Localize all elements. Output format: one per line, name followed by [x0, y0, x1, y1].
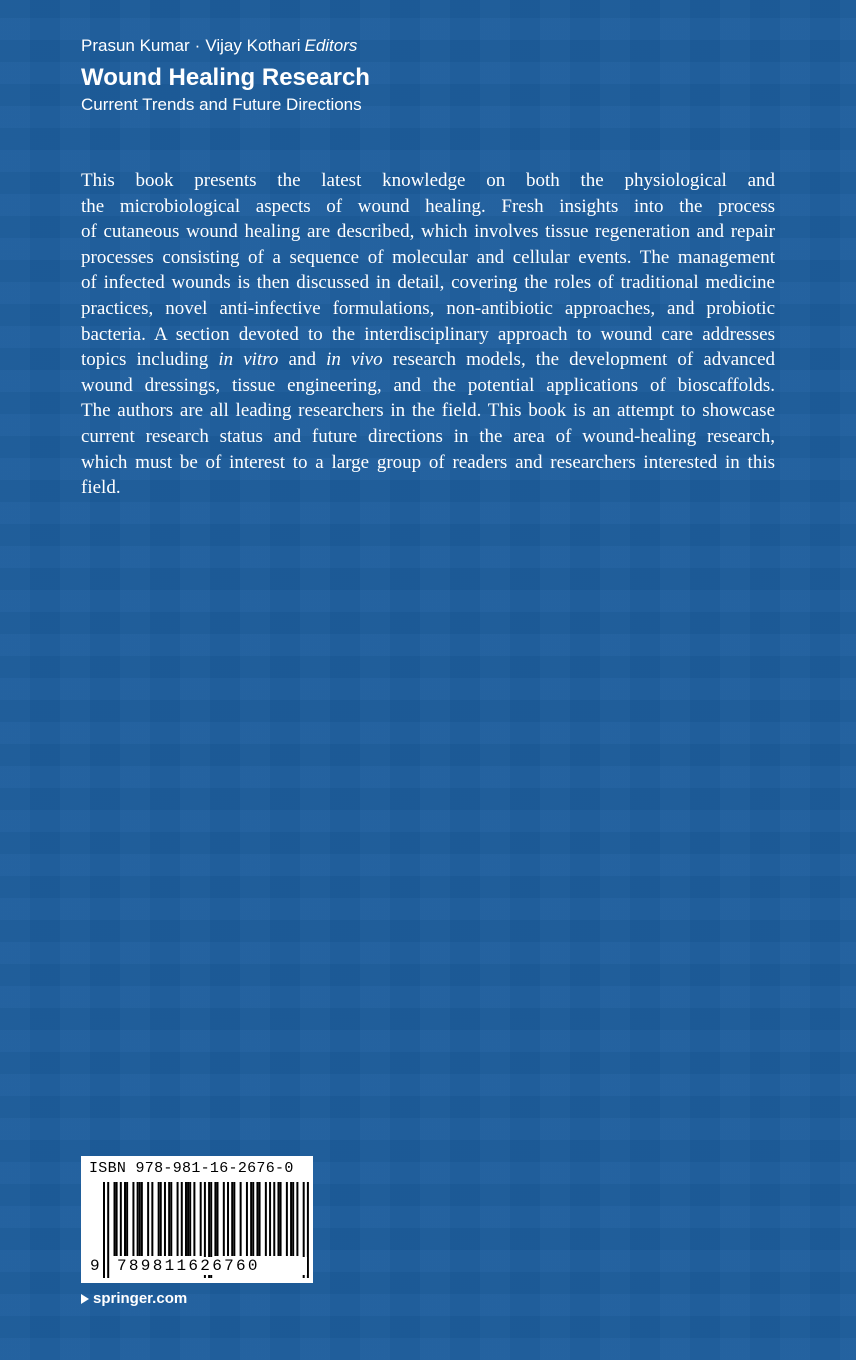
barcode-bar [265, 1182, 267, 1256]
barcode-bar [120, 1182, 122, 1256]
isbn-barcode [81, 1156, 313, 1283]
barcode-bar [107, 1182, 109, 1278]
description-line: the microbiological aspects of wound healing. Fresh insights into the process [81, 195, 775, 217]
barcode-bar [227, 1182, 229, 1256]
editors-line [81, 35, 681, 57]
barcode-bar [256, 1182, 258, 1256]
barcode-bar [273, 1182, 275, 1256]
barcode-bar [137, 1182, 139, 1256]
editor-name: Vijay Kothari [205, 36, 301, 55]
barcode-bar [280, 1182, 282, 1256]
barcode-bar [139, 1182, 141, 1256]
springer-link[interactable] [81, 1289, 187, 1309]
barcode-bar [269, 1182, 271, 1256]
barcode-bar [158, 1182, 160, 1256]
description-line: This book presents the latest knowledge on both the physiological and [81, 170, 775, 191]
description-line [81, 347, 775, 373]
barcode-bar [114, 1182, 116, 1256]
barcode-bar [124, 1182, 126, 1256]
barcode-bar [290, 1182, 292, 1256]
description-line: field. [81, 477, 121, 499]
description-italic: in vivo [326, 349, 383, 371]
isbn-label: ISBN 978-981-16-2676-0 [89, 1160, 294, 1177]
barcode-bar [252, 1182, 254, 1256]
barcode-bar [250, 1182, 252, 1256]
book-subtitle: Current Trends and Future Directions [81, 95, 362, 114]
barcode-first-digit: 9 [90, 1257, 100, 1275]
barcode-bar [189, 1182, 191, 1256]
barcode-bar [307, 1182, 309, 1278]
editor-name: Prasun Kumar [81, 36, 190, 55]
barcode-bar [116, 1182, 118, 1256]
barcode-bar [151, 1182, 153, 1256]
barcode-bar [147, 1182, 149, 1256]
barcode-bar [246, 1182, 248, 1256]
barcode-bar [103, 1182, 105, 1278]
description-line: of cutaneous wound healing are described, which involves tissue regeneration and repair [81, 221, 775, 243]
description-text: topics including [81, 349, 219, 371]
editor-separator: · [194, 36, 201, 55]
description-line: bacteria. A section devoted to the interdisciplinary approach to wound care addresses [81, 323, 775, 345]
barcode-bar [292, 1182, 294, 1256]
description-line: which must be of interest to a large group of readers and researchers interested in this [81, 451, 775, 473]
description-line: practices, novel anti-infective formulations, non-antibiotic approaches, and probiotic [81, 297, 775, 319]
barcode-bar [231, 1182, 233, 1256]
barcode-bar [193, 1182, 195, 1256]
barcode-bar [200, 1182, 202, 1256]
springer-link-text: springer.com [93, 1290, 188, 1307]
barcode-bar [259, 1182, 261, 1256]
arrow-right-icon [81, 1294, 89, 1304]
barcode-bar [168, 1182, 170, 1256]
barcode-bar [277, 1182, 279, 1256]
cover-header [81, 35, 681, 116]
barcode-bar [177, 1182, 179, 1256]
barcode-bar [286, 1182, 288, 1256]
barcode-bar [187, 1182, 189, 1256]
barcode-bar [214, 1182, 216, 1256]
barcode-bar [141, 1182, 143, 1256]
description-line: of infected wounds is then discussed in detail, covering the roles of traditional medicine [81, 272, 775, 294]
description-line: current research status and future directions in the area of wound-healing research, [81, 425, 775, 447]
barcode-bar [164, 1182, 166, 1256]
barcode-bar [240, 1182, 242, 1256]
barcode-bar [233, 1182, 235, 1256]
description-line: The authors are all leading researchers in the field. This book is an attempt to showcase [81, 400, 775, 422]
description-text: research models, the development of advanced [382, 349, 776, 371]
barcode-bar [170, 1182, 172, 1256]
barcode-bar [217, 1182, 219, 1256]
book-title: Wound Healing Research [81, 64, 370, 91]
editors-role: Editors [304, 36, 358, 55]
barcode-bar [160, 1182, 162, 1256]
barcode-bar [126, 1182, 128, 1256]
book-description [81, 168, 775, 501]
description-text: and [278, 349, 327, 371]
barcode-bar [296, 1182, 298, 1256]
barcode-bar [223, 1182, 225, 1256]
barcode-bar [185, 1182, 187, 1256]
barcode-digits: 789811626760 [117, 1257, 307, 1275]
barcode-bar [132, 1182, 134, 1256]
description-italic: in vitro [218, 349, 279, 371]
barcode-bar [181, 1182, 183, 1256]
description-line: processes consisting of a sequence of molecular and cellular events. The management [81, 246, 775, 268]
description-line: wound dressings, tissue engineering, and the potential applications of bioscaffolds. [81, 374, 775, 396]
